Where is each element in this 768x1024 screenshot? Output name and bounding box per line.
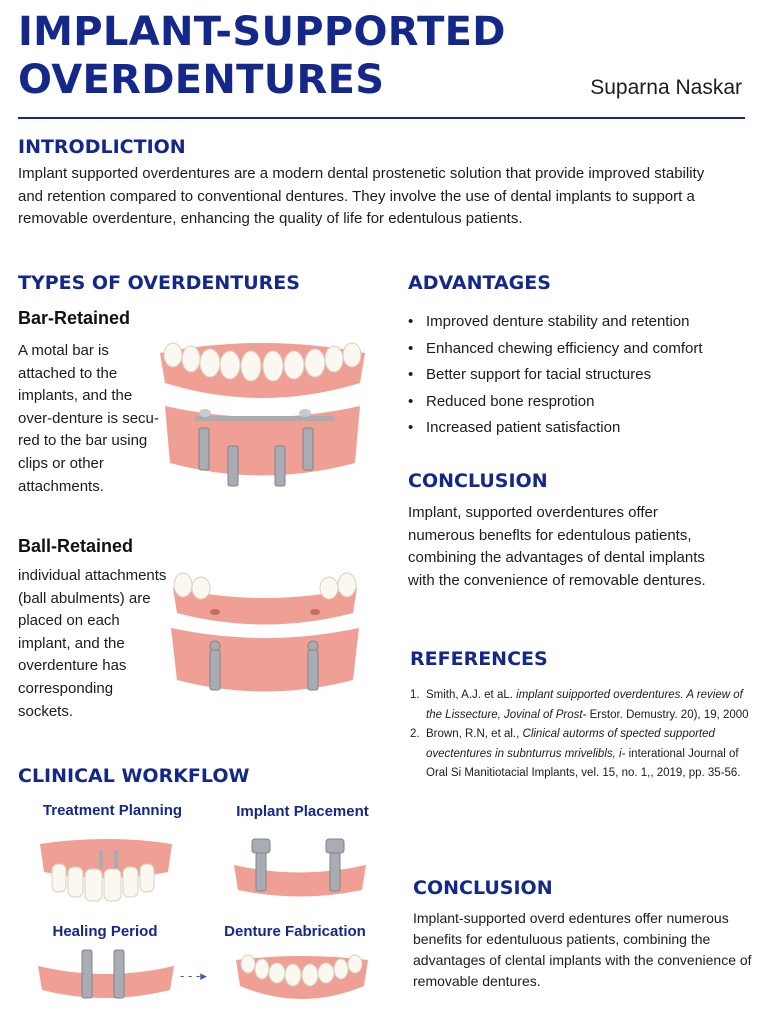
reference-details: Erstor. Demustry. 20), 19, 2000 <box>589 708 749 721</box>
conclusion-heading-2: CONCLUSION <box>413 877 553 899</box>
clip-right <box>299 409 311 417</box>
metal-bar <box>195 416 335 421</box>
reference-authors: Smith, A.J. et aL. <box>426 689 513 701</box>
reference-number: 2. <box>410 728 420 740</box>
advantage-item: • Reduced bone resprotion <box>408 389 758 416</box>
poster-title <box>18 8 506 104</box>
reference-details: interational Journal of Oral Si Manitiotacial Implants, vel. 15, no. 1,, 2019, pp. 35-56. <box>426 747 741 779</box>
conclusion-text: Implant, supported overdentures offer numerous beneflts for edentulous patients, combining the advantages of dental implants with the convenience of removable dentures. <box>408 504 706 589</box>
reference-title: Clinical autorms of spected supported ovectentures in subnturrus mrivelibls, i- <box>426 728 715 760</box>
workflow-heading: CLINICAL WORKFLOW <box>18 765 250 787</box>
ball-retained-title: Ball-Retained <box>18 536 134 556</box>
introduction-heading: INTRODLICTION <box>18 136 186 158</box>
treatment-planning-illustration <box>36 832 176 904</box>
workflow-step-denture-fabrication: Denture Fabrication <box>224 923 366 940</box>
implant-placement-illustration <box>230 835 370 900</box>
conclusion-heading: CONCLUSION <box>408 470 548 492</box>
workflow-step-treatment-planning: Treatment Planning <box>42 802 183 819</box>
advantage-item: • Enhanced chewing efficiency and comfort <box>408 336 758 363</box>
lower-gum-ball <box>171 628 359 692</box>
upper-overdenture-teeth <box>174 573 356 599</box>
introduction-text: Implant supported overdentures are a modern dental prostenetic solution that provide improved stability and retention compared to conventional dentures. They involve the use of dental implants to support a removable overdenture, enhancing the quality of life for edentulous patients. <box>18 165 705 227</box>
types-heading: TYPES OF OVERDENTURES <box>18 272 300 294</box>
reference-item <box>410 686 755 725</box>
reference-item <box>410 725 755 784</box>
references-heading: REFERENCES <box>410 648 548 670</box>
advantages-heading: ADVANTAGES <box>408 272 551 294</box>
advantages-list <box>408 309 758 442</box>
author-name: Suparna Naskar <box>590 76 742 99</box>
socket-right <box>310 609 320 615</box>
bar-retained-text: A motal bar is attached to the implants, and the over-denture is secu-red to the bar using clips or other attachments. <box>18 342 159 495</box>
workflow-step-implant-placement: Implant Placement <box>236 803 369 820</box>
workflow-step-healing-period: Healing Period <box>52 923 158 940</box>
clip-left <box>199 409 211 417</box>
reference-authors: Brown, R.N, et al., <box>426 728 520 740</box>
socket-left <box>210 609 220 615</box>
denture-fabrication-illustration <box>232 946 372 1008</box>
advantage-item: • Improved denture stability and retention <box>408 309 758 336</box>
references-list <box>410 686 755 784</box>
bar-retained-illustration <box>155 328 370 488</box>
advantage-item: • Increased patient satisfaction <box>408 415 758 442</box>
title-line-1: IMPLANT-SUPPORTED <box>18 9 506 55</box>
reference-number: 1. <box>410 689 420 701</box>
advantage-item: • Better support for tacial structures <box>408 362 758 389</box>
title-line-2: OVERDENTURES <box>18 57 385 103</box>
title-divider <box>18 117 745 119</box>
bar-retained-title: Bar-Retained <box>18 308 131 328</box>
healing-period-illustration <box>36 948 176 1008</box>
reference-title: implant suipported overdentures. A review of the Lissecture, Jovinal of Prost- <box>426 689 743 721</box>
arrow-icon: - - -▸ <box>180 968 207 983</box>
ball-retained-illustration <box>165 568 365 698</box>
ball-retained-text: individual attachments (ball abulments) are placed on each implant, and the overdenture has corresponding sockets. <box>18 567 167 720</box>
conclusion-text-2: Implant-supported overd edentures offer numerous benefits for edentuluous patients, combining the advantages of clental implants with the convenience of removable dentures. <box>413 910 752 989</box>
